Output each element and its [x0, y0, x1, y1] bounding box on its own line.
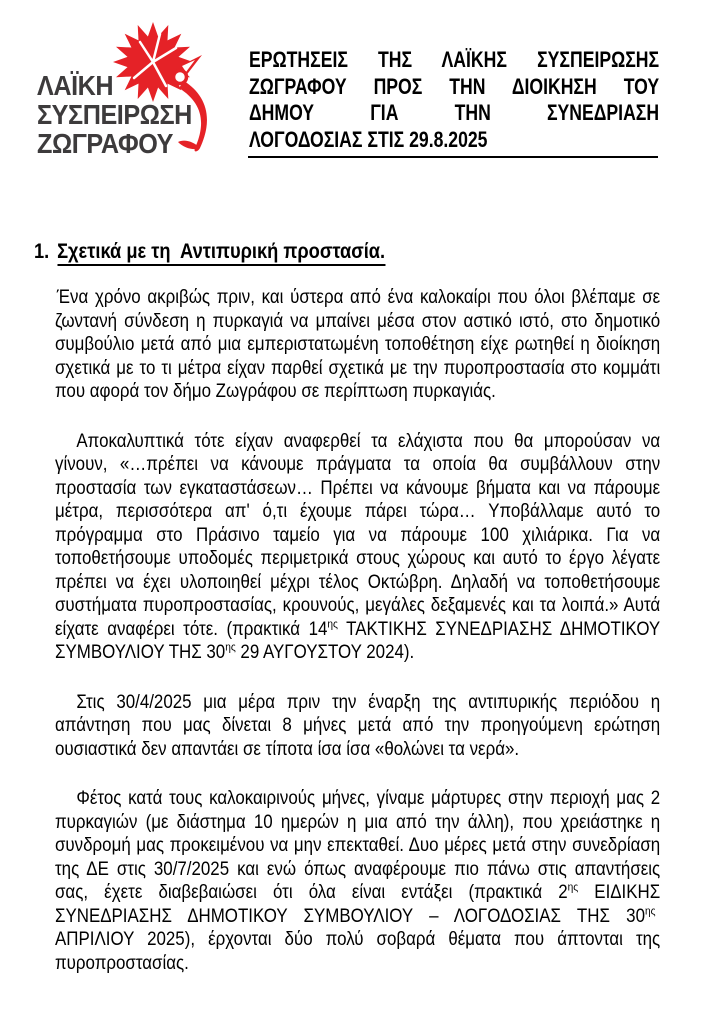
- title-line: ΕΡΩΤΗΣΕΙΣ ΤΗΣ ΛΑΪΚΗΣ ΣΥΣΠΕΙΡΩΣΗΣ: [249, 47, 660, 72]
- title-line: ΛΟΓΟΔΟΣΙΑΣ ΣΤΙΣ 29.8.2025: [249, 126, 488, 152]
- title-underline-rule: [248, 156, 658, 158]
- section-title: Σχετικά με τη Αντιπυρική προστασία.: [57, 240, 385, 266]
- party-name-line: ΖΩΓΡΑΦΟΥ: [37, 128, 173, 159]
- party-name: [37, 71, 192, 158]
- party-name-line: ΣΥΣΠΕΙΡΩΣΗ: [37, 99, 192, 130]
- title-line: ΖΩΓΡΑΦΟΥ ΠΡΟΣ ΤΗΝ ΔΙΟΙΚΗΣΗ ΤΟΥ: [249, 73, 660, 99]
- paragraph-4: Φέτος κατά τους καλοκαιρινούς μήνες, γίναμε μάρτυρες στην περιοχή μας 2 πυρκαγιών (με διάστημα 10 ημερών η μια από την άλλη), που χρειάστηκε η συνδρομή μας προκειμένου να μην επεκταθεί. Δυο μέρες μετά στην συνεδρίαση της ΔΕ στις 30/7/2025 και ενώ όπως αναφέρουμε πιο πάνω στις απαντήσεις σας, έχετε διαβεβαιώσει ότι όλα είναι εντάξει (πρακτικά $2^{\eta\varsigma}$ ΕΙΔΙΚΗΣ ΣΥΝΕΔΡΙΑΣΗΣ ΔΗΜΟΤΙΚΟΥ ΣΥΜΒΟΥΛΙΟΥ – ΛΟΓΟΔΟΣΙΑΣ ΤΗΣ $30^{\eta\varsigma}$ ΑΠΡΙΛΙΟΥ 2025), έρχονται δύο πολύ σοβαρά θέματα που άπτονται της πυροπροστασίας.: [55, 788, 661, 974]
- paragraph-2: Αποκαλυπτικά τότε είχαν αναφερθεί τα ελάχιστα που θα μπορούσαν να γίνουν, «…πρέπει να κάνουμε πράγματα τα οποία θα συμβάλλουν στην προστασία των εγκαταστάσεων… Πρέπει να κάνουμε βήματα και να πάρουμε μέτρα, περισσότερα απ' ό,τι έχουμε πάρει τώρα… Υποβάλλαμε αυτό το πρόγραμμα στο Πράσινο ταμείο για να πάρουμε 100 χιλιάρικα. Για να τοποθετήσουμε υποδομές περιμετρικά στους χώρους και αυτό το έργο λέγατε πρέπει να έχει υλοποιηθεί μέχρι τέλος Οκτώβρη. Δηλαδή να τοποθετήσουμε συστήματα πυροπροστασίας, κρουνούς, μεγάλες δεξαμενές και τα λοιπά.» Αυτά είχατε αναφέρει τότε. (πρακτικά $14^{\eta\varsigma}$ ΤΑΚΤΙΚΗΣ ΣΥΝΕΔΡΙΑΣΗΣ ΔΗΜΟΤΙΚΟΥ ΣΥΜΒΟΥΛΙΟΥ ΤΗΣ $30^{\eta\varsigma}$ 29 ΑΥΓΟΥΣΤΟΥ 2024).: [55, 430, 661, 663]
- title-line: ΔΗΜΟΥ ΓΙΑ ΤΗΝ ΣΥΝΕΔΡΙΑΣΗ: [249, 100, 660, 125]
- section-number: 1.: [34, 240, 50, 263]
- document-title: [249, 47, 659, 153]
- party-name-line: ΛΑΪΚΗ: [37, 70, 114, 101]
- section-heading: [34, 240, 385, 264]
- paragraph-3: Στις 30/4/2025 μια μέρα πριν την έναρξη της αντιπυρικής περιόδου η απάντηση που μας δίνεται 8 μήνες μετά από την προηγούμενη ερώτηση ουσιαστικά δεν απαντάει σε τίποτα ίσα ίσα «θολώνει τα νερά».: [55, 691, 661, 760]
- paragraph-1: Ένα χρόνο ακριβώς πριν, και ύστερα από ένα καλοκαίρι που όλοι βλέπαμε σε ζωντανή σύνδεση η πυρκαγιά να μπαίνει μέσα στον αστικό ιστό, στο δημοτικό συμβούλιο μετά από μια εμπεριστατωμένη τοποθέτηση είχε ρωτηθεί η διοίκηση σχετικά με το τι μέτρα είχαν παρθεί σχετικά με την πυροπροστασία στο κομμάτι που αφορά τον δήμο Ζωγράφου σε περίπτωση πυρκαγιάς.: [55, 287, 661, 402]
- document-body: [55, 286, 660, 1001]
